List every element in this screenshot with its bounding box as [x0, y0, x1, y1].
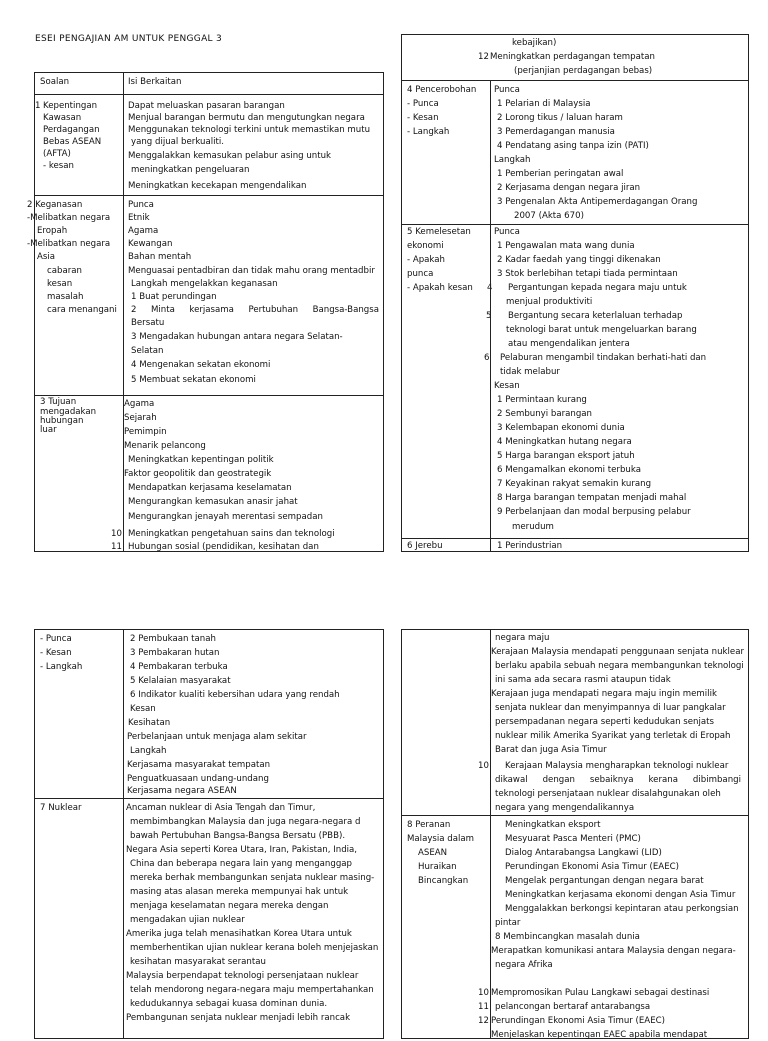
answer-line: Bergantung secara keterlaluan terhadap — [508, 311, 683, 321]
answer-line: 2 Sembunyi barangan — [497, 409, 593, 419]
table-row-kemelesetan-ekonomi — [402, 224, 748, 539]
answer-line: masing atas alasan mereka mempunyai hak untuk — [130, 887, 349, 897]
question-label: ekonomi — [407, 241, 444, 251]
answer-line: nuklear milik Amerika Syarikat yang terletak di Eropah — [495, 731, 731, 741]
answer-line: tidak melabur — [500, 367, 560, 377]
answer-line: 1 Permintaan kurang — [497, 395, 587, 405]
answer-line: Kerjasama masyarakat tempatan — [127, 760, 271, 770]
row-number: 11 — [111, 542, 122, 552]
table-row-hubungan-luar — [35, 395, 383, 554]
answer-line: Mengelak pergantungan dengan negara barat — [505, 876, 704, 886]
question-label: Kawasan — [43, 113, 82, 123]
answer-line: 2 Lorong tikus / laluan haram — [497, 113, 623, 123]
answer-line: Kerajaan Malaysia mengharapkan teknologi nuklear — [505, 761, 729, 771]
answer-line: memberhentikan ujian nuklear kerana boleh menjejaskan — [130, 943, 379, 953]
answer-line: 9 Perbelanjaan dan modal berpusing pelabur — [497, 507, 691, 517]
answer-line: 4 Pembakaran terbuka — [130, 662, 228, 672]
answer-line: Pelaburan mengambil tindakan berhati-hati dan — [500, 353, 707, 363]
question-label: Eropah — [37, 226, 68, 236]
answer-line: Kewangan — [128, 239, 173, 249]
table-row-nuklear-continued — [402, 630, 748, 815]
answer-line: 5 Membuat sekatan ekonomi — [131, 375, 256, 385]
answer-line: dikawal dengan sebaiknya kerana dibimbangi — [495, 775, 741, 785]
question-label: - Punca — [40, 634, 72, 644]
answer-line: Menarik pelancong — [124, 441, 206, 451]
answer-line: Dapat meluaskan pasaran barangan — [128, 101, 285, 111]
answer-line: Selatan — [131, 346, 164, 356]
answer-line: mengadakan ujian nuklear — [130, 915, 245, 925]
answer-line: Menggalakkan kemasukan pelabur asing untuk — [128, 151, 332, 161]
answer-line: Pembangunan senjata nuklear menjadi lebih rancak — [126, 1013, 351, 1023]
answer-line: Meningkatkan perdagangan tempatan — [490, 52, 655, 62]
table-row-continuation — [402, 35, 748, 80]
answer-line: Menggunakan teknologi terkini untuk memastikan mutu — [128, 125, 371, 135]
answer-line: Negara Asia seperti Korea Utara, Iran, Pakistan, India, — [126, 845, 358, 855]
question-label: masalah — [47, 292, 84, 302]
answer-line: (perjanjian perdagangan bebas) — [514, 66, 653, 76]
answer-line: Menggalakkan berkongsi kepintaran atau perkongsian — [505, 904, 739, 914]
question-label: cabaran — [47, 266, 82, 276]
answer-line: Amerika juga telah menasihatkan Korea Utara untuk — [126, 929, 352, 939]
question-label: 3 Tujuan — [40, 397, 77, 407]
answer-line: Bahan mentah — [128, 252, 192, 262]
question-label: - Apakah kesan — [407, 283, 473, 293]
question-label: ASEAN — [418, 848, 448, 858]
answer-line: Punca — [128, 200, 154, 210]
answer-line: 7 Keyakinan rakyat semakin kurang — [497, 479, 652, 489]
answer-line: 4 Mengenakan sekatan ekonomi — [131, 360, 271, 370]
table-row-keganasan — [27, 195, 383, 396]
answer-line: Barat dan juga Asia Timur — [495, 745, 607, 755]
question-label: - Punca — [407, 99, 439, 109]
question-label: -Melibatkan negara — [27, 213, 111, 223]
answer-line: menjaga keselamatan negara mereka dengan — [130, 901, 329, 911]
row-number: 11 — [478, 1002, 489, 1012]
answer-line: menjual produktiviti — [506, 297, 593, 307]
answer-line: Pemimpin — [124, 427, 167, 437]
answer-line: Meningkatkan kecekapan mengendalikan — [128, 181, 307, 191]
answer-line: 2007 (Akta 670) — [514, 211, 584, 221]
answer-line: 2 Kerjasama dengan negara jiran — [497, 183, 641, 193]
question-label: Perdagangan — [43, 125, 100, 135]
answer-line: yang dijual berkualiti. — [131, 137, 225, 147]
question-label: 6 Jerebu — [407, 541, 443, 551]
question-label: hubungan — [40, 416, 84, 426]
question-label: cara menangani — [47, 305, 117, 315]
answer-line: 2 Kadar faedah yang tinggi dikenakan — [497, 255, 661, 265]
question-label: Asia — [37, 252, 56, 262]
question-label: Malaysia dalam — [407, 834, 475, 844]
answer-line: Perundingan Ekonomi Asia Timur (EAEC) — [505, 862, 679, 872]
answer-line: Perundingan Ekonomi Asia Timur (EAEC) — [491, 1016, 665, 1026]
answer-line: 4 Meningkatkan hutang negara — [497, 437, 632, 447]
answer-line: meningkatkan pengeluaran — [131, 165, 250, 175]
question-label: - Kesan — [407, 113, 439, 123]
answer-line: 3 Pemerdagangan manusia — [497, 127, 615, 137]
answer-line: Kesan — [130, 704, 156, 714]
answer-line: telah mendorong negara-negara maju mempertahankan — [130, 985, 374, 995]
answer-line: mereka berhak membangunkan senjata nuklear masing- — [130, 873, 375, 883]
answer-line: Mempromosikan Pulau Langkawi sebagai destinasi — [491, 988, 710, 998]
answer-line: merudum — [512, 522, 554, 532]
answer-line: membimbangkan Malaysia dan juga negara-negara d — [130, 817, 361, 827]
table-row-jerebu-continued — [35, 630, 383, 798]
answer-line: kedudukannya sebagai kuasa dominan dunia. — [130, 999, 328, 1009]
answer-line: Merapatkan komunikasi antara Malaysia dengan negara- — [491, 946, 736, 956]
question-label: Bincangkan — [418, 876, 469, 886]
question-label: 4 Pencerobohan — [407, 85, 477, 95]
answer-line: atau mengendalikan jentera — [508, 339, 630, 349]
answer-line: Perbelanjaan untuk menjaga alam sekitar — [127, 732, 307, 742]
question-label: - kesan — [43, 161, 74, 171]
answer-line: Meningkatkan pengetahuan sains dan teknologi — [128, 529, 335, 539]
answer-line: Malaysia berpendapat teknologi persenjataan nuklear — [126, 971, 359, 981]
answer-line: 2 Minta kerjasama Pertubuhan Bangsa-Bangsa — [131, 305, 379, 315]
row-number: 10 — [478, 988, 489, 998]
answer-line: senjata nuklear dan menyimpannya di luar pangkalar — [495, 703, 726, 713]
answer-line: bawah Pertubuhan Bangsa-Bangsa Bersatu (PBB). — [130, 831, 346, 841]
answer-line: negara maju — [495, 633, 550, 643]
answer-line: pelancongan bertaraf antarabangsa — [495, 1002, 651, 1012]
answer-line: Etnik — [128, 213, 150, 223]
answer-line: 5 Kelalaian masyarakat — [130, 676, 231, 686]
answer-line: kesihatan masyarakat serantau — [130, 957, 266, 967]
question-label: punca — [407, 269, 434, 279]
answer-line: kebajikan) — [512, 38, 557, 48]
question-label: - Apakah — [407, 255, 445, 265]
header-soalan: Soalan — [40, 77, 70, 87]
answer-line: negara Afrika — [495, 960, 553, 970]
answer-line: Langkah — [130, 746, 167, 756]
question-label: -Melibatkan negara — [27, 239, 111, 249]
table-row-afta — [35, 94, 383, 196]
row-number: 12 — [478, 1016, 489, 1026]
answer-line: teknologi barat untuk mengeluarkan barang — [506, 325, 697, 335]
question-label: - Langkah — [40, 662, 83, 672]
answer-line: 1 Pemberian peringatan awal — [497, 169, 624, 179]
answer-line: berlaku apabila sebuah negara membangunkan teknologi — [495, 661, 744, 671]
answer-line: Kesihatan — [128, 718, 171, 728]
answer-line: Mengurangkan jenayah merentasi sempadan — [128, 512, 323, 522]
answer-line: 5 Harga barangan eksport jatuh — [497, 451, 635, 461]
row-number: 1 — [35, 101, 41, 111]
question-label: 8 Peranan — [407, 820, 451, 830]
answer-line: pintar — [495, 918, 521, 928]
answer-line: 1 Perindustrian — [497, 541, 563, 551]
answer-line: Hubungan sosial (pendidikan, kesihatan dan — [128, 542, 319, 552]
answer-line: Ancaman nuklear di Asia Tengah dan Timur, — [126, 803, 316, 813]
row-number: 10 — [111, 529, 122, 539]
question-label: Kepentingan — [43, 101, 98, 111]
answer-line: 3 Stok berlebihan tetapi tiada permintaan — [497, 269, 678, 279]
answer-line: negara yang mengendalikannya — [495, 803, 635, 813]
row-number: 6 — [484, 353, 490, 363]
question-label: 2 Keganasan — [27, 200, 83, 210]
table-row-nuklear — [35, 798, 383, 1039]
answer-line: Dialog Antarabangsa Langkawi (LID) — [505, 848, 662, 858]
answer-line: Kerajaan Malaysia mendapati penggunaan senjata nuklear — [491, 647, 744, 657]
answer-line: Kesan — [494, 381, 520, 391]
page-title: ESEI PENGAJIAN AM UNTUK PENGGAL 3 — [35, 34, 223, 44]
answer-line: 3 Mengadakan hubungan antara negara Selatan- — [131, 332, 343, 342]
table-row-jerebu — [402, 538, 748, 554]
question-label: Bebas ASEAN — [43, 137, 102, 147]
answer-line: Langkah — [494, 155, 531, 165]
answer-line: Mengurangkan kemasukan anasir jahat — [128, 497, 298, 507]
header-isi-berkaitan: Isi Berkaitan — [128, 77, 182, 87]
essay-table-4 — [401, 629, 749, 1039]
question-label: luar — [40, 425, 57, 435]
answer-line: Faktor geopolitik dan geostrategik — [124, 469, 272, 479]
question-label: (AFTA) — [43, 149, 71, 159]
row-number: 10 — [478, 761, 489, 771]
row-number: 12 — [478, 52, 489, 62]
answer-line: 6 Mengamalkan ekonomi terbuka — [497, 465, 641, 475]
essay-table-3 — [34, 629, 384, 1039]
answer-line: 3 Kelembapan ekonomi dunia — [497, 423, 625, 433]
row-number: 4 — [487, 283, 493, 293]
answer-line: persempadanan negara seperti kedudukan senjats — [495, 717, 715, 727]
essay-table-1 — [27, 72, 384, 552]
answer-line: Meningkatkan kepentingan politik — [128, 455, 274, 465]
question-label: - Kesan — [40, 648, 72, 658]
row-number: 5 — [486, 311, 492, 321]
answer-line: Punca — [494, 85, 520, 95]
answer-line: Bersatu — [131, 318, 165, 328]
answer-line: 2 Pembukaan tanah — [130, 634, 216, 644]
answer-line: Pergantungan kepada negara maju untuk — [508, 283, 687, 293]
answer-line: 3 Pengenalan Akta Antipemerdagangan Orang — [497, 197, 698, 207]
answer-line: Kerjasama negara ASEAN — [127, 786, 237, 796]
answer-line: China dan beberapa negara lain yang menganggap — [130, 859, 353, 869]
answer-line: 4 Pendatang asing tanpa izin (PATI) — [497, 141, 649, 151]
answer-line: Kerajaan juga mendapati negara maju ingin memilik — [491, 689, 717, 699]
answer-line: Menguasai pentadbiran dan tidak mahu orang mentadbir — [128, 266, 375, 276]
answer-line: Langkah mengelakkan keganasan — [131, 279, 278, 289]
question-label: kesan — [47, 279, 73, 289]
essay-table-2 — [401, 34, 749, 552]
table-header-row — [35, 73, 383, 94]
table-row-peranan-malaysia — [402, 815, 748, 1041]
answer-line: Punca — [494, 227, 520, 237]
answer-line: 8 Harga barangan tempatan menjadi mahal — [497, 493, 687, 503]
answer-line: 1 Pelarian di Malaysia — [497, 99, 591, 109]
answer-line: Penguatkuasaan undang-undang — [127, 774, 269, 784]
answer-line: Mendapatkan kerjasama keselamatan — [128, 483, 292, 493]
answer-line: Agama — [124, 399, 155, 409]
answer-line: 3 Pembakaran hutan — [130, 648, 220, 658]
answer-line: 8 Membincangkan masalah dunia — [495, 932, 640, 942]
answer-line: Sejarah — [124, 413, 157, 423]
question-label: 5 Kemelesetan — [407, 227, 471, 237]
answer-line: Mesyuarat Pasca Menteri (PMC) — [505, 834, 641, 844]
answer-line: 1 Buat perundingan — [131, 292, 217, 302]
answer-line: 1 Pengawalan mata wang dunia — [497, 241, 635, 251]
answer-line: Menjelaskan kepentingan EAEC apabila mendapat — [491, 1030, 708, 1040]
answer-line: 6 Indikator kualiti kebersihan udara yang rendah — [130, 690, 340, 700]
question-label: 7 Nuklear — [40, 803, 82, 813]
answer-line: Menjual barangan bermutu dan mengutungkan negara — [128, 113, 365, 123]
answer-line: ini sama ada secara rasmi ataupun tidak — [495, 675, 671, 685]
question-label: Huraikan — [418, 862, 457, 872]
answer-line: Agama — [128, 226, 159, 236]
answer-line: Meningkatkan kerjasama ekonomi dengan Asia Timur — [505, 890, 736, 900]
question-label: mengadakan — [40, 407, 97, 417]
answer-line: teknologi persenjataan nuklear disalahgunakan oleh — [495, 789, 721, 799]
answer-line: Meningkatkan eksport — [505, 820, 601, 830]
table-row-pencerobohan — [402, 80, 748, 225]
question-label: - Langkah — [407, 127, 450, 137]
